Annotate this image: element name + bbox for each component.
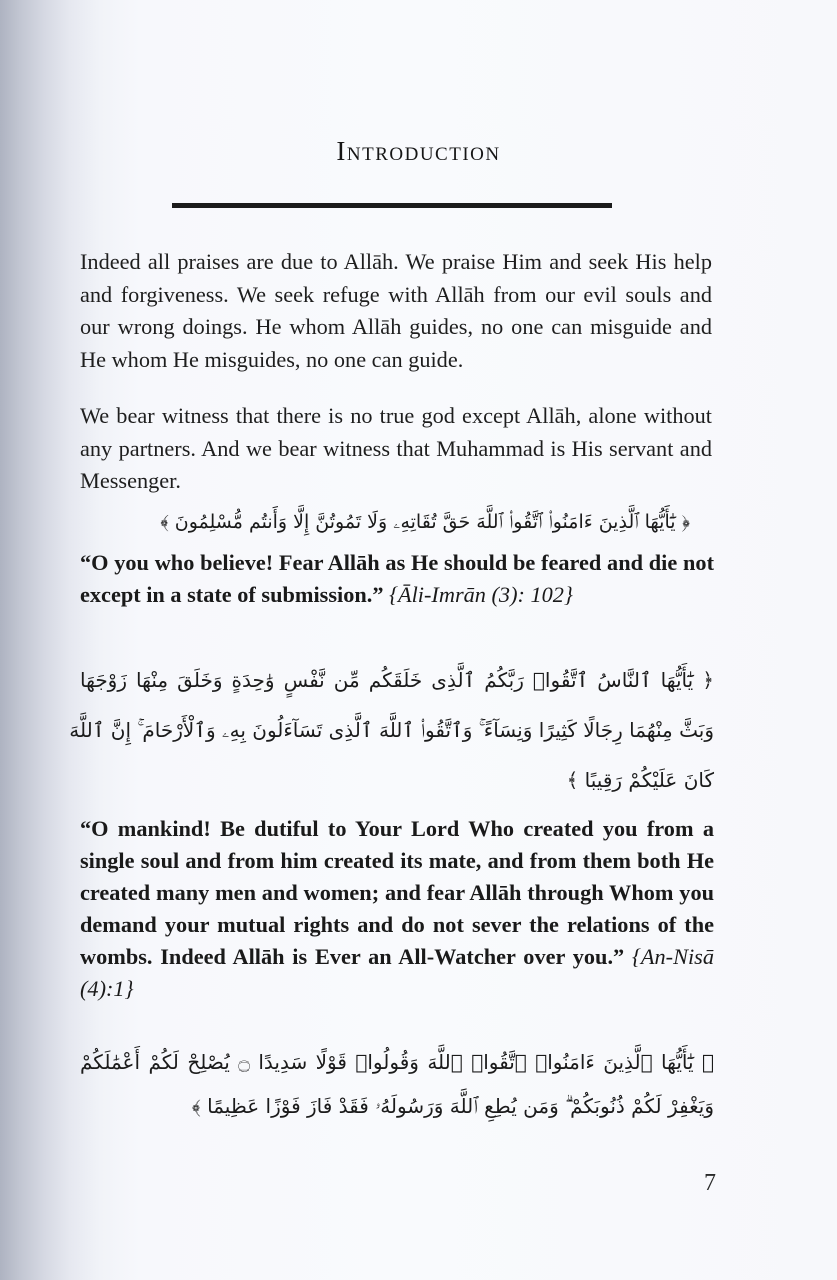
arabic-verse-line: وَبَثَّ مِنْهُمَا رِجَالًا كَثِيرًا وَنِسَآءً ۚ وَٱتَّقُوا۟ ٱللَّهَ ٱلَّذِى تَسَآءَلُونَ بِهِۦ وَٱلْأَرْحَامَ ۚ إِنَّ ٱللَّهَ	[69, 718, 714, 742]
intro-paragraph-praise: Indeed all praises are due to Allāh. We praise Him and seek His help and forgiveness. We seek refuge with Allāh from our evil souls and our wrong doings. He whom Allāh guides, no one can misguide and He whom He misguides, no one can guide.	[80, 249, 712, 372]
verse-translation-ali-imran	[80, 547, 714, 611]
verse-reference: {Āli-Imrān (3): 102}	[389, 582, 573, 607]
arabic-verse-line: ﴿ يَٰٓأَيُّهَا ٱلَّذِينَ ءَامَنُوا۟ ٱتَّقُوا۟ ٱللَّهَ حَقَّ تُقَاتِهِۦ وَلَا تَمُوتُنَّ إِلَّا وَأَنتُم مُّسْلِمُونَ ﴾	[160, 511, 690, 533]
page-number: 7	[704, 1170, 716, 1196]
arabic-verse-an-nisa	[69, 655, 714, 805]
intro-paragraph-testimony: We bear witness that there is no true god except Allāh, alone without any partners. And we bear witness that Muhammad is His servant and Messenger.	[80, 403, 712, 493]
arabic-verse-ali-imran	[128, 505, 690, 539]
arabic-verse-line: وَيَغْفِرْ لَكُمْ ذُنُوبَكُمْ ۗ وَمَن يُطِعِ ٱللَّهَ وَرَسُولَهُۥ فَقَدْ فَازَ فَوْزًا عَظِيمًا ﴾	[191, 1094, 714, 1118]
translation-text: “O you who believe! Fear Allāh as He should be feared and die not except in a state of submission.”	[80, 550, 714, 607]
arabic-verse-line: كَانَ عَلَيْكُمْ رَقِيبًا ﴾	[566, 768, 714, 792]
page-title: Introduction	[336, 136, 501, 166]
translation-text: “O mankind! Be dutiful to Your Lord Who created you from a single soul and from him created its mate, and from them both He created many men and women; and fear Allāh through Whom you demand your mutual rights and do not sever the relations of the wombs. Indeed Allāh is Ever an All-Watcher over you.”	[80, 816, 714, 969]
arabic-verse-line: ﴿ يَٰٓأَيُّهَا ٱلَّذِينَ ءَامَنُوا۟ ٱتَّقُوا۟ ٱللَّهَ وَقُولُوا۟ قَوْلًا سَدِيدًا ۝ يُصْلِحْ لَكُمْ أَعْمَٰلَكُمْ	[80, 1050, 714, 1074]
verse-reference: {An-Nisā (4):1}	[80, 944, 714, 1001]
arabic-verse-line: ﴿ يَٰٓأَيُّهَا ٱلنَّاسُ ٱتَّقُوا۟ رَبَّكُمُ ٱلَّذِى خَلَقَكُم مِّن نَّفْسٍ وَٰحِدَةٍ وَخَلَقَ مِنْهَا زَوْجَهَا	[80, 668, 714, 692]
verse-translation-an-nisa	[80, 813, 714, 1005]
arabic-verse-al-ahzab	[80, 1040, 714, 1128]
title-divider	[172, 203, 612, 208]
